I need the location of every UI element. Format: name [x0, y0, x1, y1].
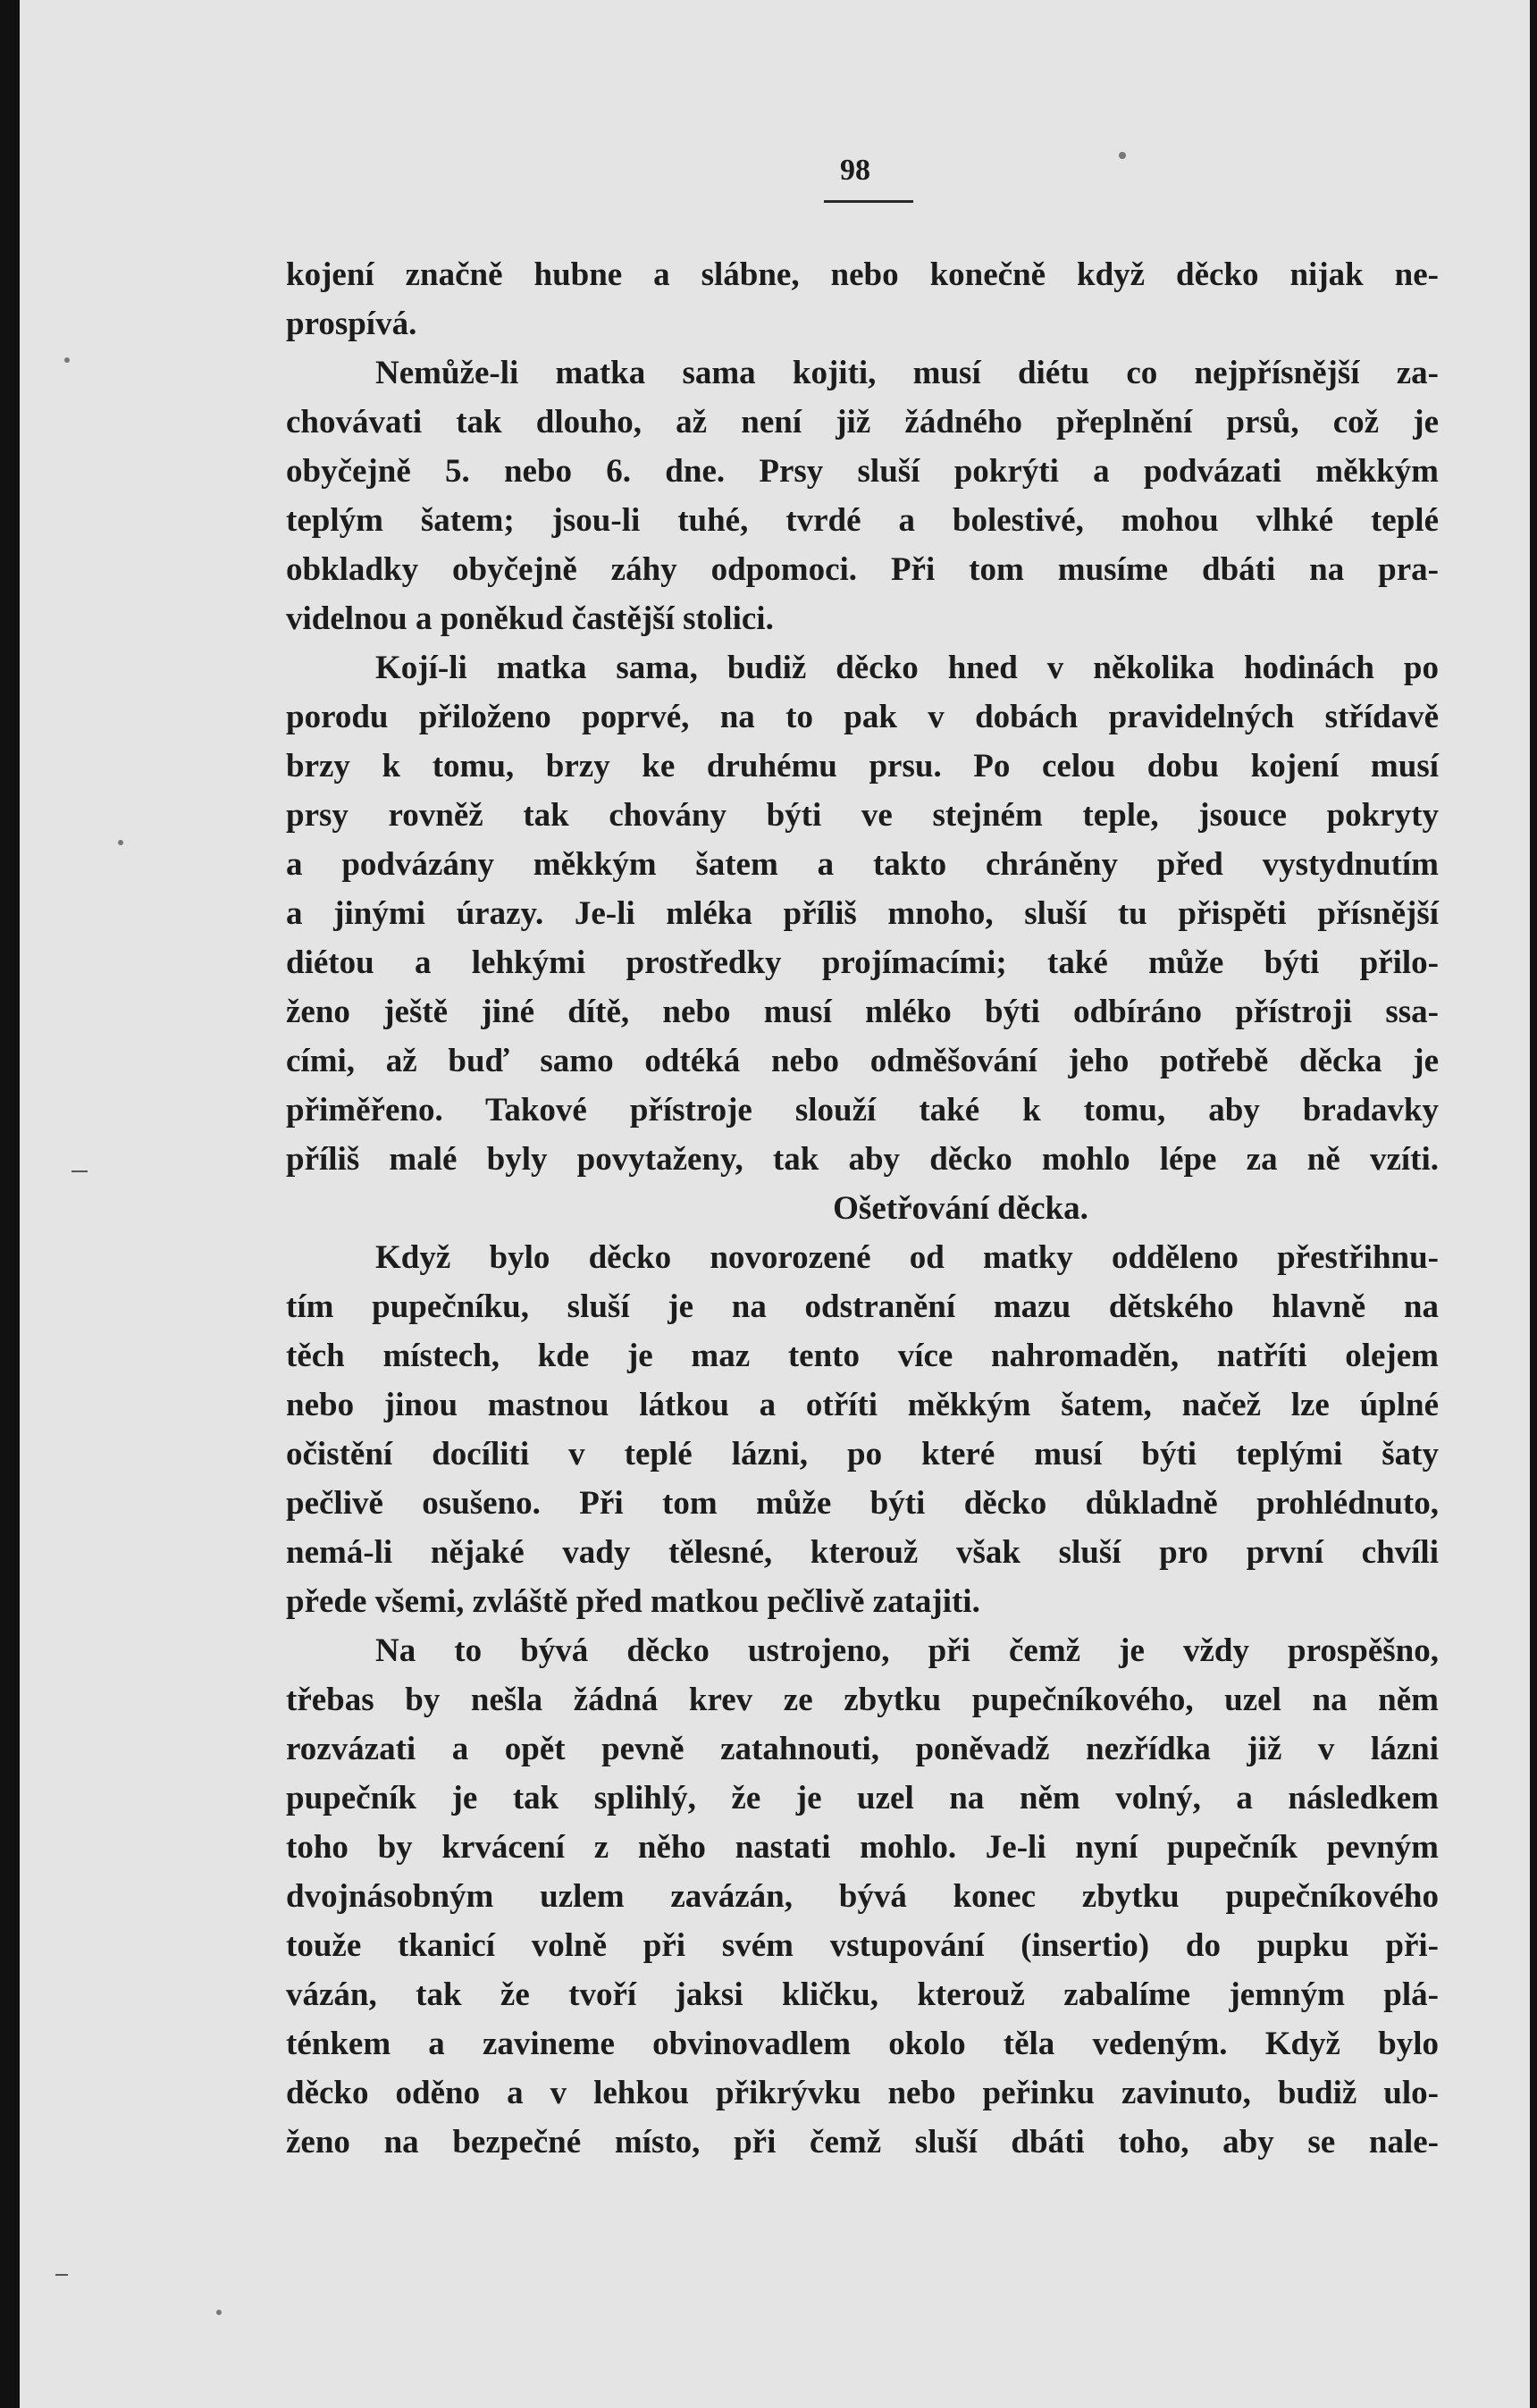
text-line: Na to bývá děcko ustrojeno, při čemž je vždy prospěšno,: [375, 1632, 1439, 1669]
text-line: porodu přiloženo poprvé, na to pak v dobách pravidelných střídavě: [286, 699, 1439, 735]
text-line: touže tkanicí volně při svém vstupování (insertio) do pupku při-: [286, 1927, 1439, 1964]
text-line: chovávati tak dlouho, až není již žádného přeplnění prsů, což je: [286, 404, 1439, 440]
text-line: prospívá.: [286, 306, 417, 342]
scan-speck: [1119, 152, 1126, 159]
text-line: přede všemi, zvláště před matkou pečlivě zatajiti.: [286, 1583, 980, 1620]
text-line: dvojnásobným uzlem zavázán, bývá konec zbytku pupečníkového: [286, 1878, 1439, 1915]
text-line: obkladky obyčejně záhy odpomoci. Při tom musíme dbáti na pra-: [286, 551, 1439, 588]
body-text: [286, 250, 1439, 2167]
text-line: příliš malé byly povytaženy, tak aby děcko mohlo lépe za ně vzíti.: [286, 1141, 1439, 1178]
text-line: pečlivě osušeno. Při tom může býti děcko důkladně prohlédnuto,: [286, 1485, 1439, 1522]
text-line: očistění docíliti v teplé lázni, po které musí býti teplými šaty: [286, 1436, 1439, 1472]
text-line: prsy rovněž tak chovány býti ve stejném teple, jsouce pokryty: [286, 797, 1439, 834]
text-line: videlnou a poněkud častější stolici.: [286, 600, 774, 637]
text-line: tím pupečníku, sluší je na odstranění mazu dětského hlavně na: [286, 1288, 1439, 1325]
text-line: kojení značně hubne a slábne, nebo konečně když děcko nijak ne-: [286, 256, 1439, 293]
scan-speck: [118, 840, 123, 845]
text-line: přiměřeno. Takové přístroje slouží také k tomu, aby bradavky: [286, 1092, 1439, 1128]
page-number: 98: [840, 154, 870, 187]
text-line: obyčejně 5. nebo 6. dne. Prsy sluší pokrýti a podvázati měkkým: [286, 453, 1439, 490]
scan-speck: [216, 2310, 222, 2315]
text-line: Nemůže-li matka sama kojiti, musí diétu co nejpřísnější za-: [375, 355, 1439, 391]
text-line: nemá-li nějaké vady tělesné, kterouž však sluší pro první chvíli: [286, 1534, 1439, 1571]
text-line: ženo na bezpečné místo, při čemž sluší dbáti toho, aby se nale-: [286, 2124, 1439, 2160]
text-line: a podvázány měkkým šatem a takto chráněny před vystydnutím: [286, 846, 1439, 883]
text-line: děcko oděno a v lehkou přikrývku nebo peřinku zavinuto, budiž ulo-: [286, 2075, 1439, 2111]
text-line: nebo jinou mastnou látkou a otříti měkkým šatem, načež lze úplné: [286, 1387, 1439, 1423]
text-line: Kojí-li matka sama, budiž děcko hned v několika hodinách po: [375, 650, 1439, 686]
text-line: Když bylo děcko novorozené od matky odděleno přestřihnu-: [375, 1239, 1439, 1276]
scan-mark: [55, 2274, 68, 2276]
text-line: ténkem a zavineme obvinovadlem okolo těla vedeným. Když bylo: [286, 2026, 1439, 2062]
text-line: těch místech, kde je maz tento více nahromaděn, natříti olejem: [286, 1338, 1439, 1374]
scan-speck: [64, 357, 70, 363]
text-line: vázán, tak že tvoří jaksi kličku, kterouž zabalíme jemným plá-: [286, 1976, 1439, 2013]
text-line: a jinými úrazy. Je-li mléka příliš mnoho, sluší tu přispěti přísnější: [286, 895, 1439, 932]
section-heading: Ošetřování děcka.: [833, 1190, 1088, 1227]
text-line: teplým šatem; jsou-li tuhé, tvrdé a bolestivé, mohou vlhké teplé: [286, 502, 1439, 539]
text-line: diétou a lehkými prostředky projímacími; také může býti přilo-: [286, 944, 1439, 981]
text-line: toho by krvácení z něho nastati mohlo. Je-li nyní pupečník pevným: [286, 1829, 1439, 1866]
text-line: brzy k tomu, brzy ke druhému prsu. Po celou dobu kojení musí: [286, 748, 1439, 784]
text-line: třebas by nešla žádná krev ze zbytku pupečníkového, uzel na něm: [286, 1682, 1439, 1718]
text-line: cími, až buď samo odtéká nebo odměšování jeho potřebě děcka je: [286, 1043, 1439, 1079]
page-number-rule: [824, 200, 913, 203]
text-line: rozvázati a opět pevně zatahnouti, poněvadž nezřídka již v lázni: [286, 1731, 1439, 1767]
text-line: pupečník je tak splihlý, že je uzel na něm volný, a následkem: [286, 1780, 1439, 1816]
scanned-page: [20, 0, 1530, 2408]
text-line: ženo ještě jiné dítě, nebo musí mléko býti odbíráno přístroji ssa-: [286, 994, 1439, 1030]
scan-mark: [71, 1170, 88, 1172]
